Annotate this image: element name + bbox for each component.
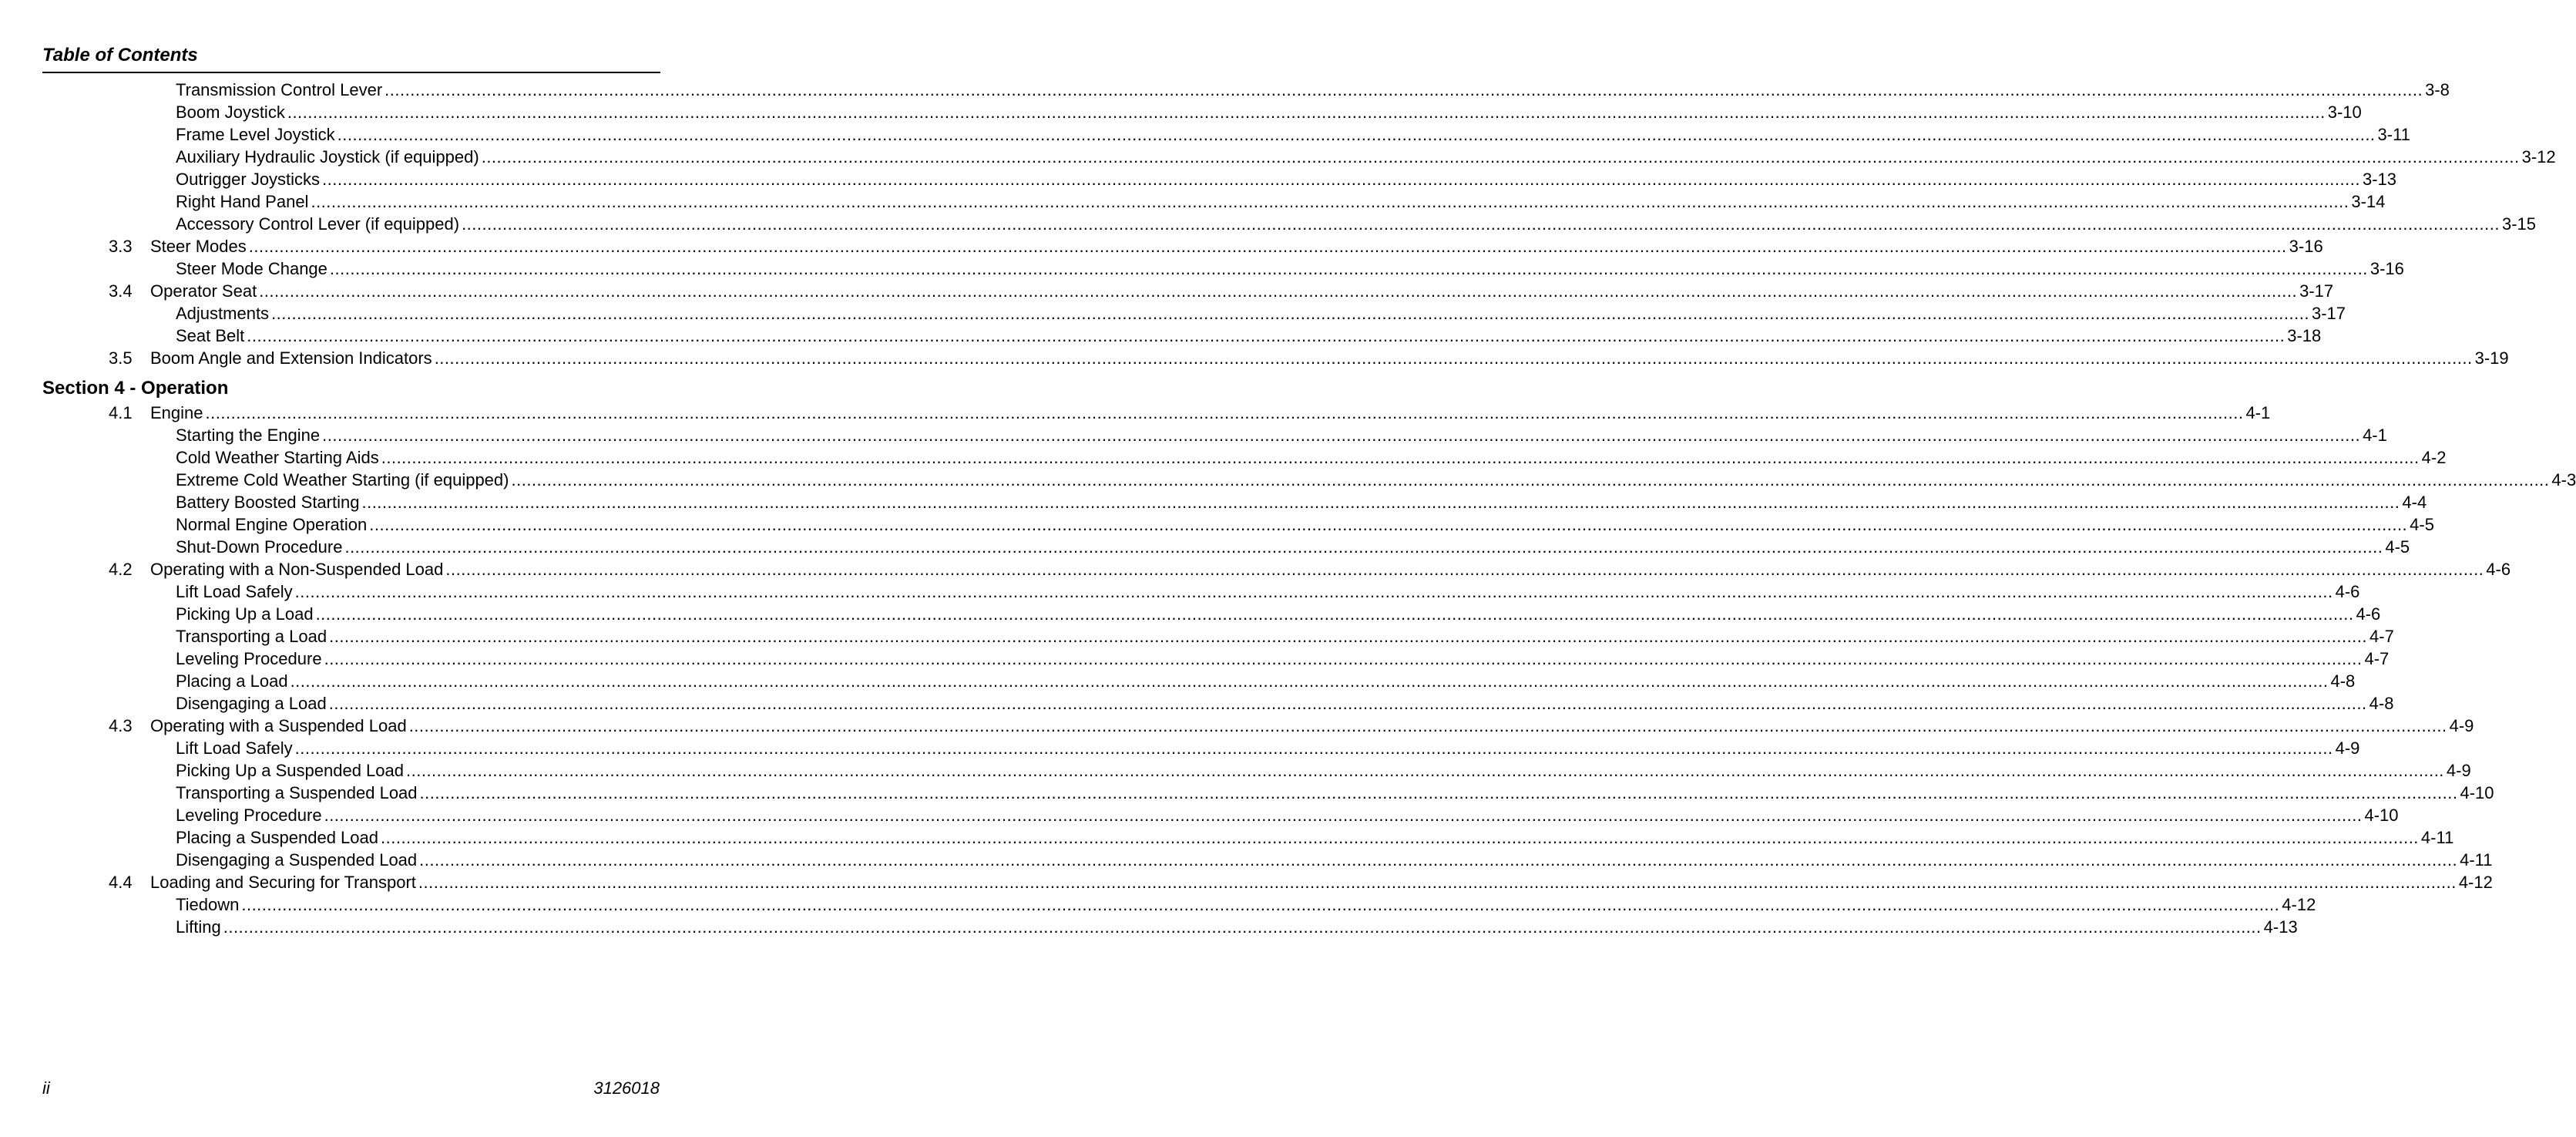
toc-dot-leader: ................................................................................................................................................................................................................................................................................................................................................................................................................ bbox=[511, 470, 2550, 489]
toc-entry-page: 4-6 bbox=[2486, 560, 2511, 579]
toc-entry[interactable] bbox=[109, 235, 2323, 257]
toc-entry-page: 3-11 bbox=[2377, 125, 2410, 144]
toc-entry-page: 3-13 bbox=[2362, 170, 2397, 189]
toc-dot-leader: ................................................................................................................................................................................................................................................................................................................................................................................................................ bbox=[324, 649, 2363, 668]
toc-entry-page: 4-13 bbox=[2263, 917, 2298, 937]
toc-entry[interactable] bbox=[176, 424, 2387, 446]
toc-entry-page: 3-16 bbox=[2369, 259, 2404, 278]
toc-entry-title: Right Hand Panel bbox=[176, 192, 309, 211]
toc-entry-page: 4-12 bbox=[2282, 895, 2316, 914]
toc-entry[interactable] bbox=[109, 558, 2511, 580]
toc-entry-title: Outrigger Joysticks bbox=[176, 170, 321, 189]
toc-entry-page: 3-19 bbox=[2474, 348, 2509, 368]
toc-entry-page: 3-8 bbox=[2425, 80, 2450, 99]
toc-entry[interactable] bbox=[176, 893, 2316, 916]
toc-entry-title: Placing a Load bbox=[176, 671, 288, 691]
toc-dot-leader: ................................................................................................................................................................................................................................................................................................................................................................................................................ bbox=[361, 493, 2400, 512]
toc-entry[interactable] bbox=[176, 692, 2394, 715]
toc-entry[interactable] bbox=[176, 603, 2381, 625]
toc-dot-leader: ................................................................................................................................................................................................................................................................................................................................................................................................................ bbox=[311, 192, 2349, 211]
toc-entry-title: Transmission Control Lever bbox=[176, 80, 383, 99]
toc-dot-leader: ................................................................................................................................................................................................................................................................................................................................................................................................................ bbox=[406, 761, 2444, 780]
toc-entry-title: Steer Mode Change bbox=[176, 259, 327, 278]
toc-dot-leader: ................................................................................................................................................................................................................................................................................................................................................................................................................ bbox=[369, 515, 2408, 534]
toc-entry-title: Transporting a Load bbox=[176, 627, 327, 646]
toc-entry-page: 4-7 bbox=[2364, 649, 2390, 668]
toc-dot-leader: ................................................................................................................................................................................................................................................................................................................................................................................................................ bbox=[290, 671, 2329, 691]
toc-entry-title: Lifting bbox=[176, 917, 221, 937]
toc-entry[interactable] bbox=[109, 402, 2271, 424]
toc-dot-leader: ................................................................................................................................................................................................................................................................................................................................................................................................................ bbox=[248, 237, 2287, 256]
toc-entry-page: 4-5 bbox=[2385, 537, 2410, 557]
toc-entry-title: Lift Load Safely bbox=[176, 582, 293, 601]
toc-entry-page: 4-8 bbox=[2330, 671, 2356, 691]
toc-dot-leader: ................................................................................................................................................................................................................................................................................................................................................................................................................ bbox=[329, 259, 2368, 278]
toc-dot-leader: ................................................................................................................................................................................................................................................................................................................................................................................................................ bbox=[381, 448, 2420, 467]
toc-entry-title: Steer Modes bbox=[150, 237, 247, 256]
toc-entry-title: Leveling Procedure bbox=[176, 649, 322, 668]
toc-entry-number: 4.1 bbox=[109, 403, 133, 422]
toc-entry-page: 4-9 bbox=[2446, 761, 2471, 780]
toc-entry-title: Lift Load Safely bbox=[176, 738, 293, 758]
toc-entry-page: 4-10 bbox=[2460, 783, 2494, 802]
toc-entry[interactable] bbox=[176, 737, 2360, 759]
toc-entry-page: 3-10 bbox=[2327, 103, 2362, 122]
toc-entry-page: 4-10 bbox=[2364, 806, 2399, 825]
footer-page-number: ii bbox=[42, 1078, 50, 1098]
toc-entry-title: Loading and Securing for Transport bbox=[150, 873, 416, 892]
toc-dot-leader: ................................................................................................................................................................................................................................................................................................................................................................................................................ bbox=[329, 627, 2368, 646]
toc-entry[interactable] bbox=[176, 826, 2454, 849]
toc-entry[interactable] bbox=[109, 715, 2474, 737]
toc-entry-page: 3-18 bbox=[2287, 326, 2322, 345]
toc-entry[interactable] bbox=[176, 257, 2404, 280]
toc-entry-page: 4-1 bbox=[2363, 426, 2387, 445]
toc-dot-leader: ................................................................................................................................................................................................................................................................................................................................................................................................................ bbox=[434, 348, 2473, 368]
toc-entry[interactable] bbox=[176, 625, 2394, 648]
toc-entry-number: 3.4 bbox=[109, 281, 133, 301]
toc-entry-number: 4.2 bbox=[109, 560, 133, 579]
toc-entry[interactable] bbox=[176, 670, 2356, 692]
toc-entry-title: Picking Up a Suspended Load bbox=[176, 761, 404, 780]
toc-dot-leader: ................................................................................................................................................................................................................................................................................................................................................................................................................ bbox=[344, 537, 2383, 557]
toc-dot-leader: ................................................................................................................................................................................................................................................................................................................................................................................................................ bbox=[381, 828, 2419, 847]
toc-entry-title: Frame Level Joystick bbox=[176, 125, 335, 144]
toc-entry[interactable] bbox=[176, 190, 2386, 213]
toc-entry[interactable] bbox=[176, 101, 2362, 123]
toc-entry-page: 4-8 bbox=[2369, 694, 2394, 713]
toc-entry-title: Accessory Control Lever (if equipped) bbox=[176, 214, 460, 234]
toc-entry[interactable] bbox=[176, 446, 2447, 469]
toc-entry[interactable] bbox=[109, 347, 2509, 369]
toc-entry[interactable] bbox=[109, 280, 2334, 302]
toc-entry[interactable] bbox=[176, 580, 2360, 603]
toc-entry[interactable] bbox=[176, 79, 2450, 101]
toc-entry-number: 4.4 bbox=[109, 873, 133, 892]
toc-dot-leader: ................................................................................................................................................................................................................................................................................................................................................................................................................ bbox=[294, 738, 2333, 758]
toc-dot-leader: ................................................................................................................................................................................................................................................................................................................................................................................................................ bbox=[322, 170, 2360, 189]
toc-entry-title: Adjustments bbox=[176, 304, 270, 323]
footer-doc-number: 3126018 bbox=[593, 1078, 660, 1098]
toc-dot-leader: ................................................................................................................................................................................................................................................................................................................................................................................................................ bbox=[294, 582, 2333, 601]
toc-dot-leader: ................................................................................................................................................................................................................................................................................................................................................................................................................ bbox=[408, 716, 2447, 735]
toc-dot-leader: ................................................................................................................................................................................................................................................................................................................................................................................................................ bbox=[322, 426, 2361, 445]
toc-entry-number: 3.5 bbox=[109, 348, 133, 368]
toc-dot-leader: ................................................................................................................................................................................................................................................................................................................................................................................................................ bbox=[287, 103, 2326, 122]
toc-entry-title: Operating with a Non-Suspended Load bbox=[150, 560, 444, 579]
toc-dot-leader: ................................................................................................................................................................................................................................................................................................................................................................................................................ bbox=[462, 214, 2500, 234]
toc-dot-leader: ................................................................................................................................................................................................................................................................................................................................................................................................................ bbox=[418, 873, 2457, 892]
toc-entry-title: Battery Boosted Starting bbox=[176, 493, 360, 512]
toc-entry-title: Leveling Procedure bbox=[176, 806, 322, 825]
toc-entry[interactable] bbox=[176, 782, 2494, 804]
toc-entry-page: 4-11 bbox=[2420, 828, 2454, 847]
toc-entry-title: Placing a Suspended Load bbox=[176, 828, 378, 847]
toc-entry[interactable] bbox=[176, 513, 2434, 536]
toc-entry-title: Boom Joystick bbox=[176, 103, 285, 122]
toc-dot-leader: ................................................................................................................................................................................................................................................................................................................................................................................................................ bbox=[247, 326, 2285, 345]
toc-entry-title: Operator Seat bbox=[150, 281, 257, 301]
toc-entry-page: 4-6 bbox=[2356, 604, 2381, 624]
toc-entry-title: Tiedown bbox=[176, 895, 240, 914]
toc-entry[interactable] bbox=[176, 168, 2397, 190]
toc-entry[interactable] bbox=[176, 213, 2537, 235]
toc-entry[interactable] bbox=[176, 491, 2427, 513]
toc-entry-page: 4-3 bbox=[2551, 470, 2576, 489]
section-heading: Section 4 - Operation bbox=[42, 378, 229, 399]
toc-dot-leader: ................................................................................................................................................................................................................................................................................................................................................................................................................ bbox=[271, 304, 2309, 323]
page-header-title: Table of Contents bbox=[42, 45, 198, 66]
toc-entry-page: 4-1 bbox=[2245, 403, 2271, 422]
toc-entry-page: 3-16 bbox=[2289, 237, 2323, 256]
toc-entry-page: 3-14 bbox=[2351, 192, 2386, 211]
toc-entry-page: 4-2 bbox=[2421, 448, 2447, 467]
toc-entry-title: Auxiliary Hydraulic Joystick (if equipped) bbox=[176, 147, 479, 167]
toc-entry[interactable] bbox=[176, 648, 2390, 670]
toc-entry-page: 4-7 bbox=[2369, 627, 2394, 646]
toc-entry-number: 3.3 bbox=[109, 237, 133, 256]
toc-entry-title: Cold Weather Starting Aids bbox=[176, 448, 379, 467]
toc-entry[interactable] bbox=[176, 123, 2410, 146]
toc-dot-leader: ................................................................................................................................................................................................................................................................................................................................................................................................................ bbox=[337, 125, 2376, 144]
toc-entry[interactable] bbox=[176, 325, 2322, 347]
toc-entry-title: Transporting a Suspended Load bbox=[176, 783, 418, 802]
toc-entry-title: Engine bbox=[150, 403, 203, 422]
toc-dot-leader: ................................................................................................................................................................................................................................................................................................................................................................................................................ bbox=[241, 895, 2280, 914]
toc-entry-title: Operating with a Suspended Load bbox=[150, 716, 407, 735]
toc-entry[interactable] bbox=[176, 146, 2556, 168]
toc-entry-page: 3-12 bbox=[2521, 147, 2556, 167]
toc-entry-title: Shut-Down Procedure bbox=[176, 537, 343, 557]
toc-entry-page: 4-4 bbox=[2402, 493, 2427, 512]
toc-entry-number: 4.3 bbox=[109, 716, 133, 735]
toc-entry-title: Extreme Cold Weather Starting (if equipped) bbox=[176, 470, 509, 489]
toc-entry[interactable] bbox=[176, 849, 2493, 871]
toc-dot-leader: ................................................................................................................................................................................................................................................................................................................................................................................................................ bbox=[385, 80, 2423, 99]
toc-dot-leader: ................................................................................................................................................................................................................................................................................................................................................................................................................ bbox=[419, 850, 2458, 870]
toc-entry-page: 4-11 bbox=[2460, 850, 2493, 870]
toc-dot-leader: ................................................................................................................................................................................................................................................................................................................................................................................................................ bbox=[328, 694, 2367, 713]
toc-dot-leader: ................................................................................................................................................................................................................................................................................................................................................................................................................ bbox=[315, 604, 2354, 624]
toc-entry-page: 3-17 bbox=[2299, 281, 2334, 301]
toc-entry-page: 3-17 bbox=[2311, 304, 2346, 323]
toc-dot-leader: ................................................................................................................................................................................................................................................................................................................................................................................................................ bbox=[223, 917, 2262, 937]
toc-entry-title: Boom Angle and Extension Indicators bbox=[150, 348, 432, 368]
toc-entry[interactable] bbox=[176, 759, 2471, 782]
toc-dot-leader: ................................................................................................................................................................................................................................................................................................................................................................................................................ bbox=[419, 783, 2458, 802]
toc-entry-title: Picking Up a Load bbox=[176, 604, 314, 624]
toc-entry-page: 4-9 bbox=[2449, 716, 2474, 735]
toc-entry-title: Starting the Engine bbox=[176, 426, 321, 445]
toc-dot-leader: ................................................................................................................................................................................................................................................................................................................................................................................................................ bbox=[259, 281, 2298, 301]
toc-dot-leader: ................................................................................................................................................................................................................................................................................................................................................................................................................ bbox=[481, 147, 2520, 167]
toc-entry-page: 3-15 bbox=[2501, 214, 2537, 234]
toc-entry-page: 4-5 bbox=[2410, 515, 2434, 534]
toc-entry-page: 4-9 bbox=[2335, 738, 2360, 758]
toc-entry[interactable] bbox=[176, 804, 2399, 826]
toc-dot-leader: ................................................................................................................................................................................................................................................................................................................................................................................................................ bbox=[205, 403, 2244, 422]
toc-entry-title: Disengaging a Suspended Load bbox=[176, 850, 418, 870]
header-divider bbox=[42, 72, 660, 73]
toc-dot-leader: ................................................................................................................................................................................................................................................................................................................................................................................................................ bbox=[445, 560, 2484, 579]
toc-entry[interactable] bbox=[176, 469, 2576, 491]
toc-entry-title: Normal Engine Operation bbox=[176, 515, 368, 534]
toc-dot-leader: ................................................................................................................................................................................................................................................................................................................................................................................................................ bbox=[324, 806, 2363, 825]
toc-entry-title: Disengaging a Load bbox=[176, 694, 327, 713]
toc-entry-title: Seat Belt bbox=[176, 326, 245, 345]
toc-entry[interactable] bbox=[176, 536, 2410, 558]
toc-entry[interactable] bbox=[109, 871, 2493, 893]
toc-entry[interactable] bbox=[176, 916, 2298, 938]
toc-entry-page: 4-6 bbox=[2335, 582, 2360, 601]
toc-entry-page: 4-12 bbox=[2458, 873, 2493, 892]
toc-entry[interactable] bbox=[176, 302, 2346, 325]
